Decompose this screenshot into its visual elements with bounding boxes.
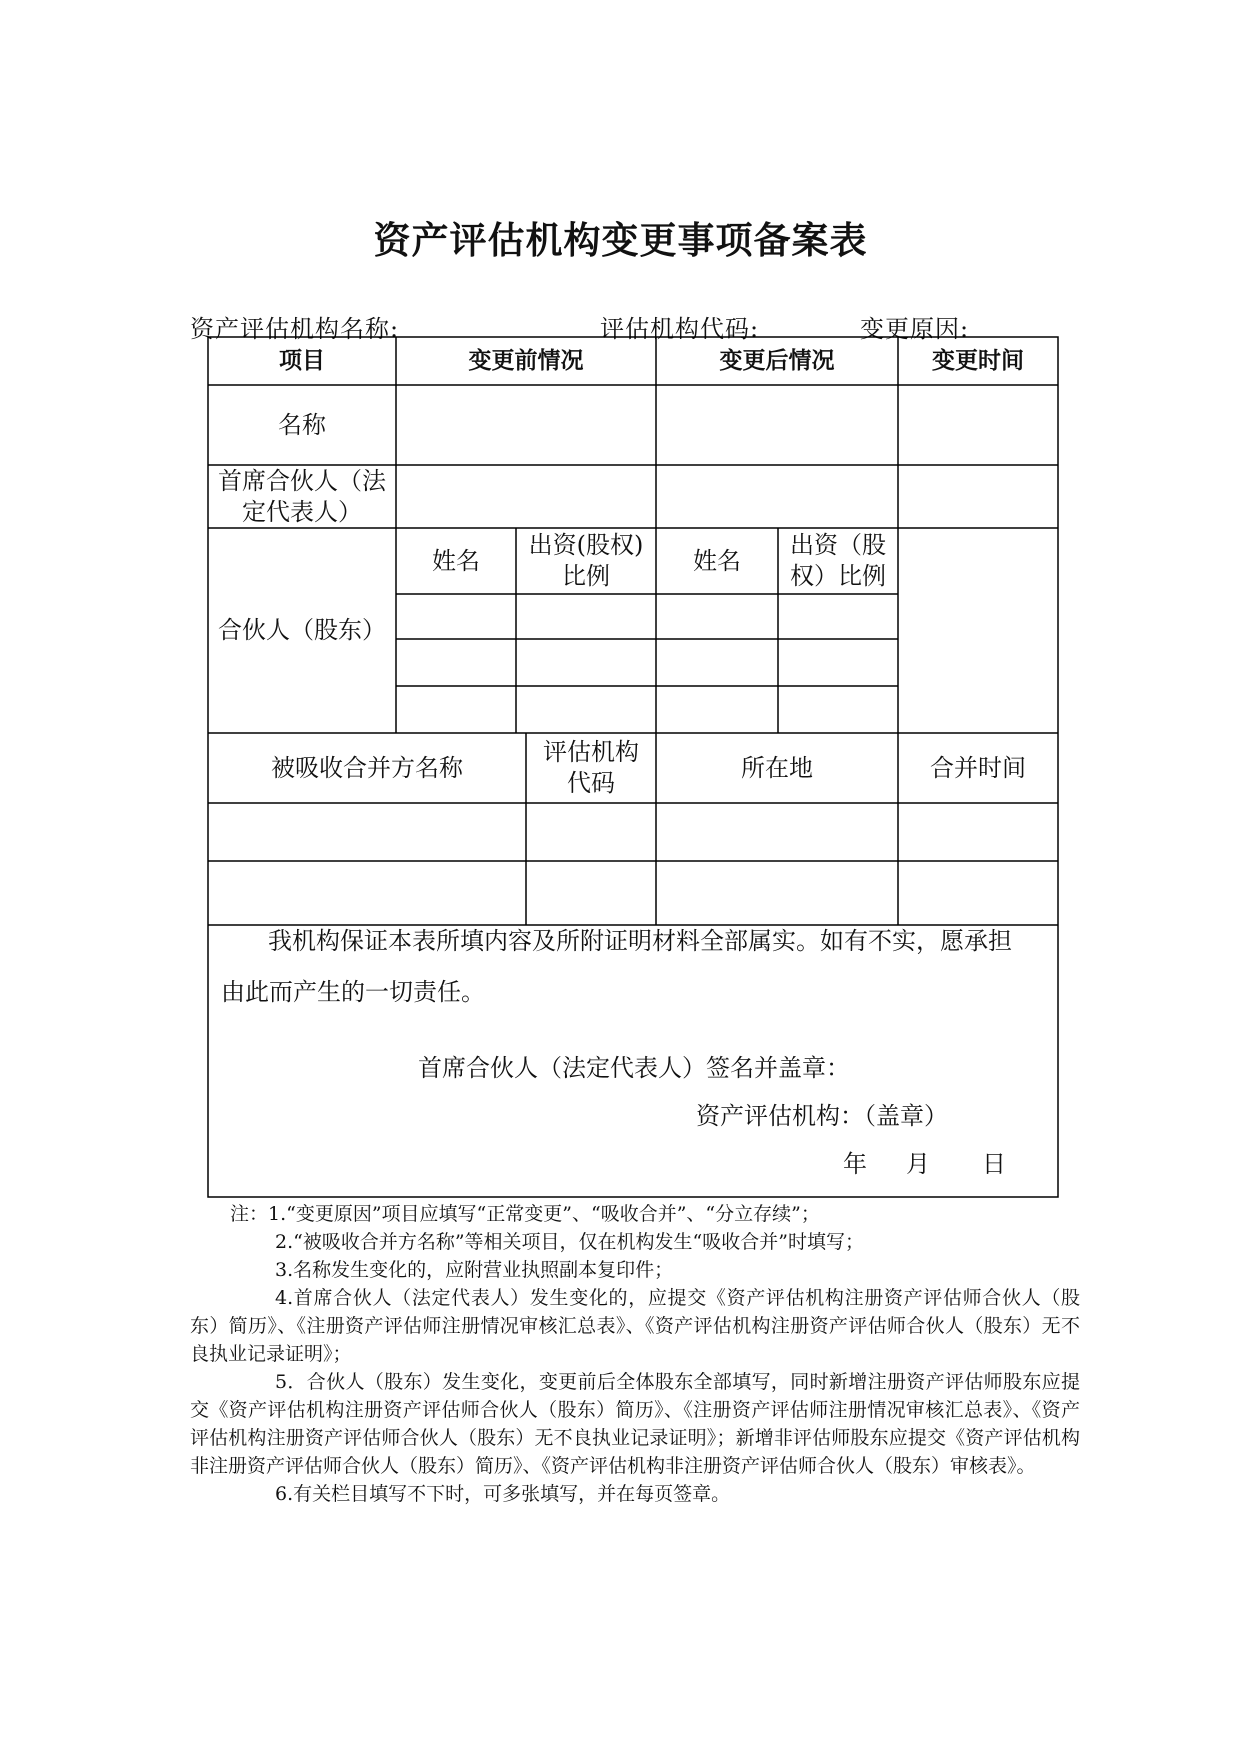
note-item: 注：1.“变更原因”项目应填写“正常变更”、“吸收合并”、“分立存续”； <box>230 1203 820 1225</box>
absorbed-party-name-header: 被吸收合并方名称 <box>271 753 463 782</box>
date-year-label: 年 <box>843 1150 867 1178</box>
merger-time-header: 合并时间 <box>930 753 1026 782</box>
form-title: 资产评估机构变更事项备案表 <box>373 219 868 262</box>
change-reason-label: 变更原因: <box>860 315 970 343</box>
name-before-field[interactable] <box>397 386 655 464</box>
notes-section <box>190 1200 1080 1508</box>
note-item: 6.有关栏目填写不下时，可多张填写，并在每页签章。 <box>275 1483 731 1505</box>
merger-location-header: 所在地 <box>741 753 813 782</box>
col-header-time: 变更时间 <box>932 347 1024 374</box>
partner-name-before-header: 姓名 <box>432 546 480 575</box>
row-label-partners: 合伙人（股东） <box>218 616 386 644</box>
org-code-label: 评估机构代码: <box>600 315 760 343</box>
partner-time-field[interactable] <box>899 529 1057 732</box>
declaration-text-line1: 我机构保证本表所填内容及所附证明材料全部属实。如有不实，愿承担 <box>268 927 1012 955</box>
name-after-field[interactable] <box>657 386 897 464</box>
date-month-label: 月 <box>906 1150 930 1178</box>
chief-partner-time-field[interactable] <box>899 466 1057 527</box>
stamp-label: 资产评估机构：（盖章） <box>696 1102 948 1130</box>
name-time-field[interactable] <box>899 386 1057 464</box>
merger-org-code-header: 评估机构代码 <box>543 738 639 797</box>
chief-partner-after-field[interactable] <box>657 466 897 527</box>
note-item: 4.首席合伙人（法定代表人）发生变化的，应提交《资产评估机构注册资产评估师合伙人（股东）简历》、《注册资产评估师注册情况审核汇总表》、《资产评估机构注册资产评估师合伙人（股东）无不良执业记录证明》； <box>190 1287 1080 1365</box>
signature-label: 首席合伙人（法定代表人）签名并盖章： <box>418 1054 850 1082</box>
org-name-label: 资产评估机构名称: <box>190 315 400 343</box>
note-item: 3.名称发生变化的，应附营业执照副本复印件； <box>275 1259 674 1281</box>
row-label-chief-partner: 首席合伙人（法定代表人） <box>218 466 386 526</box>
col-header-before: 变更前情况 <box>468 347 584 374</box>
declaration-text-line2: 由此而产生的一切责任。 <box>221 978 485 1006</box>
row-label-name: 名称 <box>278 410 326 439</box>
date-day-label: 日 <box>982 1150 1006 1178</box>
note-item: 5．合伙人（股东）发生变化，变更前后全体股东全部填写，同时新增注册资产评估师股东应提交《资产评估机构注册资产评估师合伙人（股东）简历》、《注册资产评估师注册情况审核汇总表》、《资产评估机构注册资产评估师合伙人（股东）无不良执业记录证明》；新增非评估师股东应提交《资产评估机构非注册资产评估师合伙人（股东）简历》、《资产评估机构非注册资产评估师合伙人（股东）审核表》。 <box>190 1371 1080 1477</box>
partner-ratio-before-header: 出资(股权)比例 <box>528 531 644 590</box>
col-header-after: 变更后情况 <box>719 347 835 374</box>
partner-ratio-after-header: 出资（股权）比例 <box>790 531 886 590</box>
note-item: 2.“被吸收合并方名称”等相关项目，仅在机构发生“吸收合并”时填写； <box>275 1231 864 1253</box>
chief-partner-before-field[interactable] <box>397 466 655 527</box>
partner-name-after-header: 姓名 <box>693 546 741 575</box>
col-header-item: 项目 <box>279 347 325 374</box>
